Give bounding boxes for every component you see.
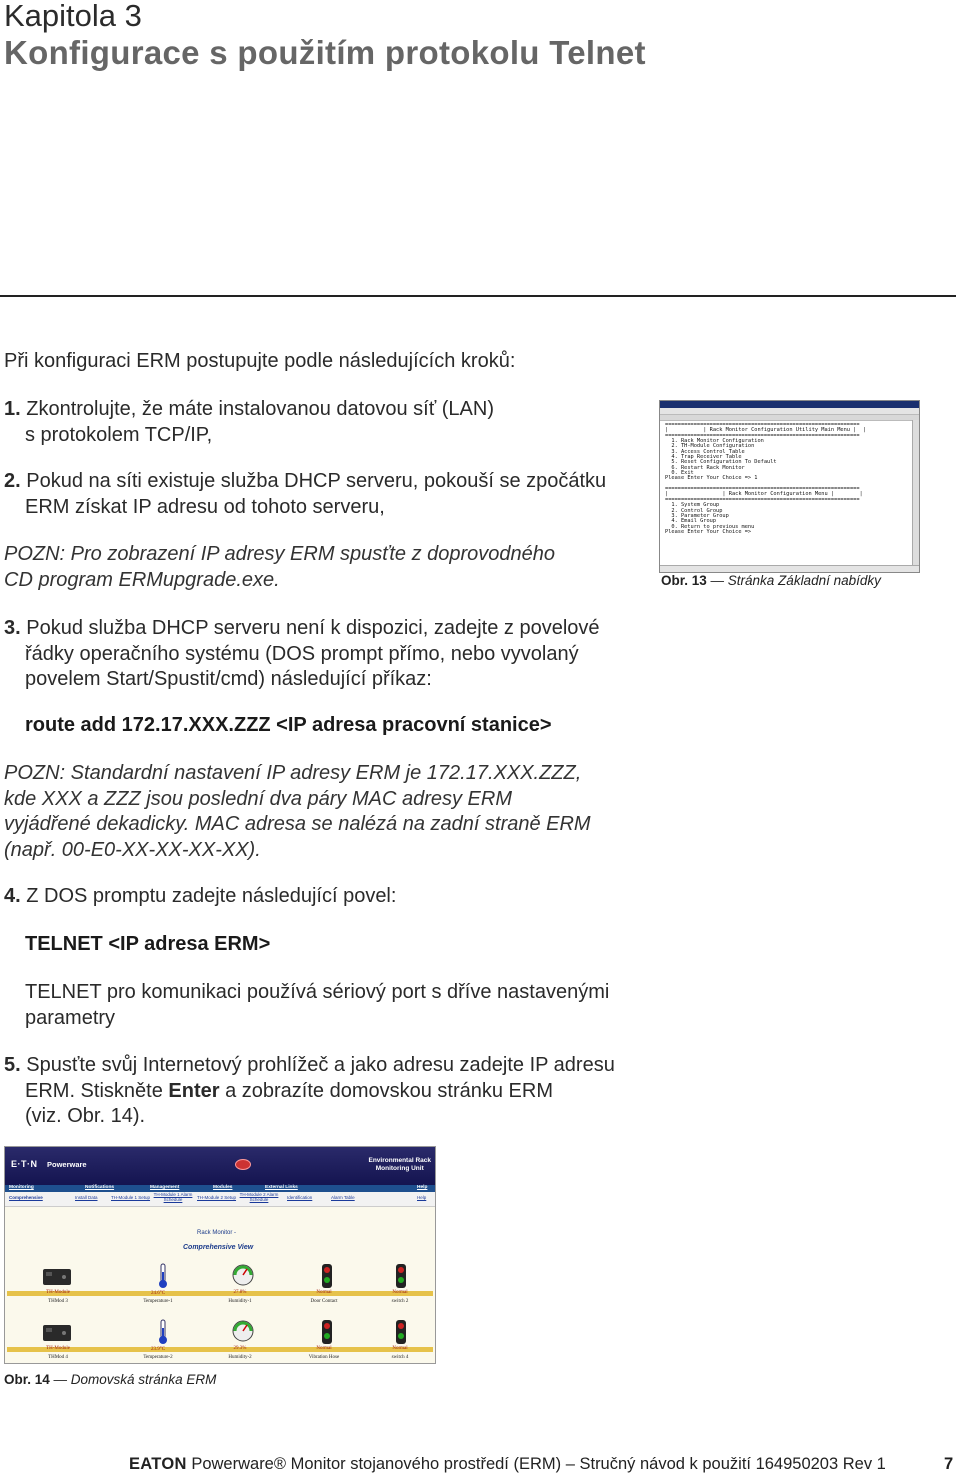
window-titlebar [660,401,919,408]
step-number: 4. [4,885,21,907]
figure-label: Obr. 13 [661,573,707,588]
step-3 [4,616,644,693]
figure-14-caption [4,1372,216,1387]
row1-name: Temperature-1 [143,1299,173,1304]
chapter-label: Kapitola 3 [4,0,142,33]
subnav-alarm-table[interactable]: Alarm Table [331,1195,355,1200]
chapter-title: Konfigurace s použitím protokolu Telnet [4,34,646,71]
nav-help[interactable]: Help [417,1185,428,1190]
step-text: Pokud služba DHCP serveru není k dispozici, zadejte z povelové [26,617,600,639]
terminal-line: 3. Parameter Group [665,512,729,519]
thermometer-icon [143,1262,183,1293]
row2-name: switch 4 [391,1355,409,1360]
note-line: kde XXX a ZZZ jsou poslední dva páry MAC adresy ERM [4,787,512,810]
status-light-icon [307,1263,347,1292]
terminal-line: 2. Control Group [665,507,723,514]
note-line: (např. 00-E0-XX-XX-XX-XX). [4,838,261,861]
row1-status: 27.8% [233,1290,247,1295]
terminal-line: 3. Access Control Table [665,448,745,455]
terminal-line: ============================================================= [665,422,860,428]
telnet-description [25,980,665,1031]
step-number: 2. [4,470,21,492]
alarm-icon [235,1159,251,1170]
page-number: 7 [944,1455,954,1473]
intro-text: Při konfiguraci ERM postupujte podle následujících kroků: [4,350,516,372]
web-header-title [369,1157,432,1173]
divider [0,295,956,297]
web-header [5,1147,435,1185]
step-text: řádky operačního systému (DOS prompt přímo, nebo vyvolaný [25,642,579,665]
figure-caption-text: — Domovská stránka ERM [49,1372,217,1387]
scrollbar [912,420,919,566]
step-text: a zobrazíte domovskou stránku ERM [219,1079,553,1102]
step-text: Spusťte svůj Internetový prohlížeč a jako adresu zadejte IP adresu [26,1054,615,1076]
row2-status: Normal [316,1346,332,1351]
web-page-subtitle: Comprehensive View [183,1244,254,1251]
terminal-line: ============================================================= [665,432,860,439]
step-text: (viz. Obr. 14). [25,1105,146,1127]
step-2 [4,469,644,520]
step-number: 3. [4,617,21,639]
footer-text: Powerware® Monitor stojanového prostředí (ERM) – Stručný návod k použití 164950203 Rev 1 [191,1455,886,1473]
row2-status: Normal [392,1346,408,1351]
text-line: TELNET pro komunikaci používá sériový port s dříve nastavenými [25,981,610,1003]
step-4 [4,884,396,910]
terminal-line: Please Enter Your Choice => [665,528,755,535]
hygrometer-icon [223,1319,263,1346]
figure-label: Obr. 14 [4,1372,50,1387]
terminal-line: 0. Exit [665,470,694,477]
subnav-comprehensive[interactable]: Comprehensive [9,1195,43,1200]
step-text: Zkontrolujte, že máte instalovanou datovou síť (LAN) [26,398,494,420]
terminal-line: ============================================================= [665,496,860,503]
erm-homepage-screenshot [4,1146,436,1364]
row1-name: Door Contact [310,1299,338,1304]
step-5 [4,1053,664,1130]
row1-name: Humidity-1 [228,1299,252,1304]
figure-13-caption [661,573,881,588]
subnav-identification[interactable]: Identification [287,1195,313,1200]
subnav-thmod1-setup[interactable]: TH-Module 1 Setup [111,1195,151,1200]
nav-notifications[interactable]: Notifications [85,1185,115,1190]
text-line: parametry [25,1006,116,1029]
nav-modules[interactable]: Modules [213,1185,233,1190]
status-light-icon [381,1319,421,1348]
terminal-line: 2. TH-Module Configuration [665,443,755,450]
step-text: Pokud na síti existuje služba DHCP serveru, pokouší se zpočátku [26,470,607,492]
header-line: Environmental Rack [368,1157,431,1164]
note-line: POZN: Standardní nastavení IP adresy ERM je 172.17.XXX.ZZZ, [4,762,582,784]
window-menubar [660,408,919,415]
subnav-thmod2-setup[interactable]: TH-Module 2 Setup [197,1195,237,1200]
note-ip-display [4,542,644,593]
header-line: Monitoring Unit [375,1165,424,1172]
status-light-icon [381,1263,421,1292]
page-footer [129,1455,886,1474]
row1-status: Normal [392,1290,408,1295]
nav-management[interactable]: Management [150,1185,180,1190]
sub-nav [5,1192,435,1207]
step-number: 1. [4,398,21,420]
brand-name: Powerware [47,1160,87,1169]
row2-name: THMod 4 [48,1355,68,1360]
terminal-line: 6. Restart Rack Monitor [665,464,745,471]
top-nav [5,1185,435,1192]
telnet-terminal-screenshot [659,400,920,573]
telnet-command: TELNET <IP adresa ERM> [25,933,271,955]
row1-status: 24.6°C [150,1291,166,1296]
step-text: s protokolem TCP/IP, [25,423,213,446]
terminal-line: 1. Rack Monitor Configuration [665,438,764,445]
route-command: route add 172.17.XXX.ZZZ <IP adresa pracovní stanice> [25,714,552,736]
status-bar [660,565,919,572]
figure-caption-text: — Stránka Základní nabídky [706,573,881,588]
note-line: POZN: Pro zobrazení IP adresy ERM spusťte z doprovodného [4,543,556,565]
step-text: povelem Start/Spustit/cmd) následující příkaz: [25,668,432,690]
terminal-line: Please Enter Your Choice => 1 [665,475,758,482]
terminal-output [665,423,911,535]
terminal-line: 5. Reset Configuration To Default [665,459,777,466]
window-toolbar [660,415,919,421]
eaton-logo: E·T·N [11,1159,38,1169]
row1-name: switch 2 [391,1299,409,1304]
row1-status: TH-Module [46,1290,70,1295]
row2-name: Temperature-2 [143,1355,173,1360]
step-text: ERM. Stiskněte [25,1079,169,1102]
nav-external-links[interactable]: External Links [265,1185,298,1190]
terminal-line: | | Rack Monitor Configuration Utility Main Menu | | [665,427,866,434]
row2-name: Humidity-2 [228,1355,252,1360]
note-line: CD program ERMupgrade.exe. [4,568,280,591]
subnav-thmod1-alarm[interactable]: TH-Module 1 Alarm Schedule [153,1192,193,1202]
terminal-line: | | Rack Monitor Configuration Menu | | [665,491,863,498]
enter-key: Enter [168,1079,220,1102]
th-module-icon [37,1321,77,1346]
subnav-thmod2-alarm[interactable]: TH-Module 2 Alarm Schedule [239,1192,279,1202]
step-text: Z DOS promptu zadejte následující povel: [26,885,397,907]
step-1 [4,397,644,448]
thermometer-icon [143,1318,183,1349]
row2-status: 23.9°C [150,1347,166,1352]
subnav-help[interactable]: Help [417,1195,427,1200]
row2-name: Vibration Hose [308,1355,340,1360]
status-light-icon [307,1319,347,1348]
note-default-ip [4,761,644,863]
terminal-line: 0. Return to previous menu [665,523,755,530]
subnav-install-data[interactable]: Install Data [75,1195,98,1200]
terminal-line: 1. System Group [665,502,720,509]
hygrometer-icon [223,1263,263,1290]
step-number: 5. [4,1054,21,1076]
row2-status: 29.3% [233,1346,247,1351]
web-page-title: Rack Monitor - [197,1230,237,1236]
note-line: vyjádřené dekadicky. MAC adresa se nalézá na zadní straně ERM [4,813,591,835]
row1-name: THMod 3 [48,1299,68,1304]
terminal-line: ============================================================= [665,486,860,493]
step-text: ERM získat IP adresu od tohoto serveru, [25,495,385,518]
terminal-line: 4. Email Group [665,518,717,525]
nav-monitoring[interactable]: Monitoring [9,1185,34,1190]
footer-brand: EATON [129,1455,187,1473]
terminal-line: 4. Trap Receiver Table [665,454,742,461]
th-module-icon [37,1265,77,1290]
web-content [5,1207,435,1363]
row1-status: Normal [316,1290,332,1295]
row2-status: TH-Module [46,1346,70,1351]
